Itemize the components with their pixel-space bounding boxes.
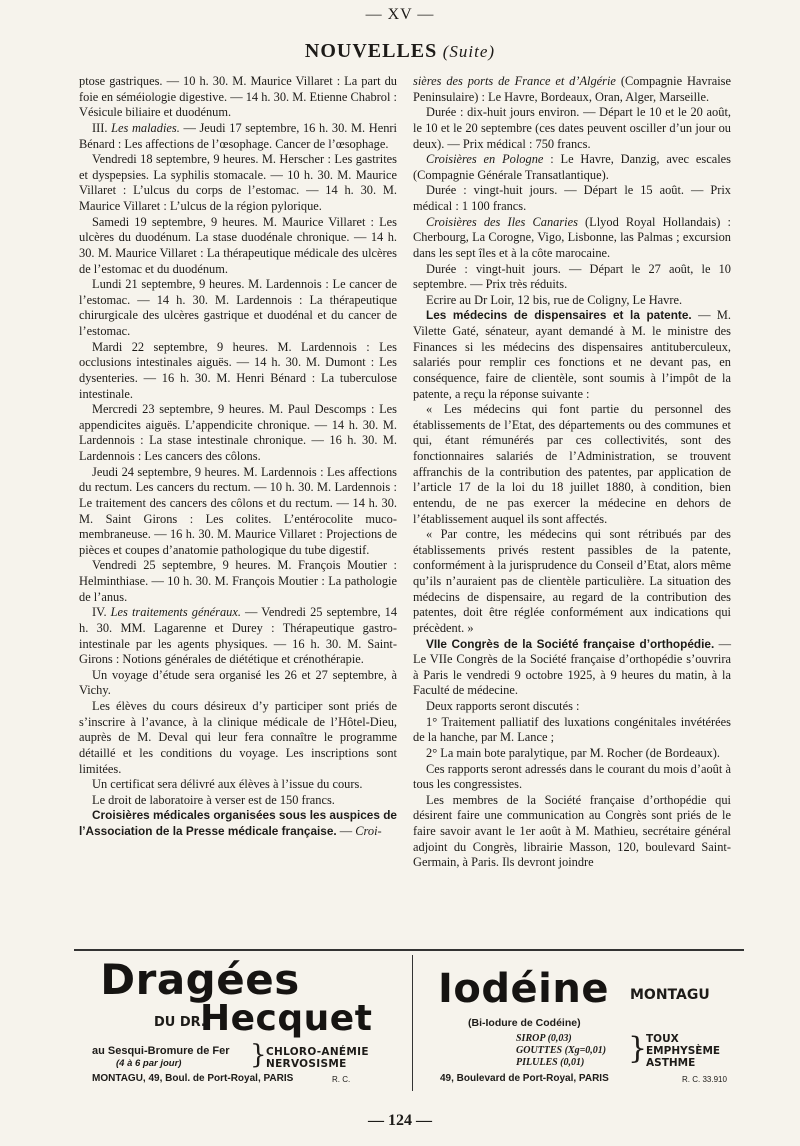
ad-indication-1: CHLORO-ANÉMIE bbox=[266, 1046, 369, 1058]
italic-phrase: Croisières en Pologne bbox=[426, 152, 544, 167]
ad-form-3: PILULES (0,01) bbox=[516, 1057, 585, 1068]
paragraph-text: (Llyod Royal Hollandais) : Cherbourg, La Corogne, Vigo, Lisbonne, las Palmas ; excursion dans les sept îles et à la côte marocaine. bbox=[413, 214, 731, 260]
paragraph bbox=[413, 215, 731, 262]
ad-subtitle: (Bi-Iodure de Codéine) bbox=[468, 1017, 581, 1029]
paragraph bbox=[413, 699, 731, 715]
ad-rc: R. C. bbox=[332, 1075, 351, 1084]
ad-address-right: 49, Boulevard de Port-Royal, PARIS bbox=[440, 1073, 609, 1084]
section-number: III. bbox=[92, 120, 112, 135]
paragraph bbox=[79, 215, 397, 278]
paragraph-text: Ecrire au Dr Loir, 12 bis, rue de Coligny, Le Havre. bbox=[426, 292, 683, 307]
ad-iodeine-montagu bbox=[424, 955, 746, 1091]
page-number: — 124 — bbox=[368, 1112, 432, 1129]
section-number: IV. bbox=[92, 605, 111, 620]
right-column bbox=[413, 74, 731, 871]
paragraph bbox=[79, 340, 397, 403]
italic-phrase: Les maladies. bbox=[111, 120, 180, 135]
italic-phrase: Les traitements généraux. bbox=[110, 605, 241, 620]
paragraph-text: Samedi 19 septembre, 9 heures. M. Maurice Villaret : Les ulcères du duodénum. La stase duodénale chronique. — 14 h. 30. M. Maurice Villaret : La thérapeutique médicale des ulcères de l’estomac et du duodénum. bbox=[79, 214, 397, 276]
paragraph-text: Mardi 22 septembre, 9 heures. M. Lardennois : Les occlusions intestinales aiguës. — 14 h. 30. M. Dumont : Les dysenteries. — 16 h. 30. M. Henri Bénard : La tuberculose intestinale. bbox=[79, 339, 397, 401]
paragraph-text: — Vendredi 25 septembre, 14 h. 30. MM. Lagarenne et Durey : Thérapeutique gastro-intestinale par les agents physiques. — 16 h. 30. M. Saint-Girons : Notions générales de diététique et crénothérapie. bbox=[79, 605, 398, 667]
paragraph bbox=[413, 746, 731, 762]
ad-rc-right: R. C. 33.910 bbox=[682, 1075, 727, 1084]
paragraph-text: — bbox=[336, 824, 356, 838]
paragraph-text: Jeudi 24 septembre, 9 heures. M. Lardennois : Les affections du rectum. Les cancers du rectum. — 10 h. 30. M. Lardennois : Le traitement des cancers des côlons et du rectum. — 14 h. 30. M. Saint Girons : Les colites. L’entérocolite muco-membraneuse. — 16 h. 30. M. Maurice Villaret : Projections de pièces et coupes d’anatomie pathologique du tube digestif. bbox=[79, 464, 397, 557]
paragraph-heading: Croisières médicales organisées sous les auspices de l’Association de la Presse médicale française. bbox=[79, 808, 397, 838]
paragraph-text: — Jeudi 17 septembre, 16 h. 30. M. Henri Bénard : Les affections de l’œsophage. Cancer de l’œsophage. bbox=[79, 120, 397, 151]
paragraph-heading: Les médecins de dispensaires et la patente. bbox=[426, 308, 692, 323]
paragraph bbox=[413, 152, 731, 183]
paragraph bbox=[79, 121, 397, 152]
paragraph bbox=[79, 793, 397, 809]
paragraph-text: Lundi 21 septembre, 9 heures. M. Lardennois : Le cancer de l’estomac. — 14 h. 30. M. Lardennois : La thérapeutique chirurgicale des ulcères gastrique et duodénal et du cancer de l’estomac. bbox=[79, 277, 397, 338]
paragraph bbox=[79, 402, 397, 465]
paragraph bbox=[413, 293, 731, 309]
paragraph-text: Un voyage d’étude sera organisé les 26 et 27 septembre, à Vichy. bbox=[79, 667, 397, 698]
ad-tag-1: TOUX bbox=[646, 1033, 679, 1045]
ad-indication-2: NERVOSISME bbox=[266, 1058, 347, 1070]
paragraph-text: ptose gastriques. — 10 h. 30. M. Maurice Villaret : La part du foie en séméiologie digestive. — 14 h. 30. M. Etienne Chabrol : Vésicule biliaire et duodénum. bbox=[79, 74, 397, 120]
ad-brand-hecquet: Hecquet bbox=[200, 998, 373, 1039]
paragraph-text: Durée : dix-huit jours environ. — Départ le 10 et le 20 août, le 10 et le 20 septembre (ces dates peuvent osciller d’un jour ou deux). — Prix médical : 750 francs. bbox=[413, 105, 731, 151]
paragraph bbox=[79, 465, 397, 559]
paragraph bbox=[413, 183, 731, 214]
paragraph bbox=[79, 277, 397, 340]
paragraph bbox=[413, 262, 731, 293]
ad-address: MONTAGU, 49, Boul. de Port-Royal, PARIS bbox=[92, 1073, 294, 1084]
paragraph-text: Mercredi 23 septembre, 9 heures. M. Paul Descomps : Les appendicites aiguës. L’appendicite chronique. — 14 h. 30. M. Lardennois : La stase intestinale chronique. — 16 h. 30. M. Lardennois : Les cancers des côlons. bbox=[79, 402, 397, 463]
ad-brand-iodeine: Iodéine bbox=[438, 966, 609, 1012]
paragraph-heading: VIIe Congrès de la Société française d’orthopédie. bbox=[426, 636, 715, 651]
left-column bbox=[79, 74, 397, 840]
paragraph-text: Vendredi 18 septembre, 9 heures. M. Herscher : Les gastrites et dyspepsies. La syphilis stomacale. — 10 h. 30. M. Maurice Villaret : L’ulcus du corps de l’estomac. — 14 h. 30. M. Maurice Villaret : L’ulcus de la région pylorique. bbox=[79, 152, 397, 213]
paragraph bbox=[79, 699, 397, 777]
ad-tag-2: EMPHYSÈME bbox=[646, 1045, 721, 1057]
paragraph bbox=[413, 402, 731, 527]
paragraph bbox=[79, 605, 397, 668]
paragraph-text: Ces rapports seront adressés dans le courant du mois d’août à tous les congressistes. bbox=[413, 761, 731, 792]
title-suffix: (Suite) bbox=[442, 42, 496, 61]
ad-brand-dragees: Dragées bbox=[100, 955, 300, 1004]
paragraph-text: 2° La main bote paralytique, par M. Rocher (de Bordeaux). bbox=[426, 745, 720, 760]
ad-form-2: GOUTTES (Xg=0,01) bbox=[516, 1045, 607, 1056]
ad-divider-rule bbox=[74, 949, 744, 951]
page-roman-numeral: — XV — bbox=[365, 6, 435, 23]
ad-composition: au Sesqui-Bromure de Fer bbox=[92, 1045, 230, 1057]
ad-brace: } bbox=[250, 1040, 267, 1070]
italic-phrase: Croisières des Iles Canaries bbox=[426, 214, 578, 229]
ad-vertical-divider bbox=[412, 955, 413, 1091]
title-main: NOUVELLES bbox=[304, 40, 438, 62]
ad-dosage: (4 à 6 par jour) bbox=[116, 1058, 182, 1069]
paragraph bbox=[79, 558, 397, 605]
paragraph-text: Durée : vingt-huit jours. — Départ le 15 août. — Prix médical : 1 100 francs. bbox=[413, 183, 731, 213]
paragraph-text: Les élèves du cours désireux d’y participer sont priés de s’inscrire à l’avance, à la clinique médicale de l’Hôtel-Dieu, auprès de M. Deval qui leur fera connaître le programme détaillé et les conditions du voyage. Les inscriptions sont limitées. bbox=[79, 699, 397, 776]
paragraph-text: — Le VIIe Congrès de la Société française d’orthopédie s’ouvrira à Paris le vendredi 9 octobre 1925, à 9 heures du matin, à la Faculté de médecine. bbox=[413, 636, 731, 698]
paragraph-text: 1° Traitement palliatif des luxations congénitales invétérées de la hanche, par M. Lance ; bbox=[413, 714, 731, 745]
paragraph-text: Le droit de laboratoire à verser est de 150 francs. bbox=[92, 792, 335, 807]
page-title bbox=[0, 40, 800, 63]
paragraph bbox=[413, 74, 731, 105]
paragraph-text: (Compagnie Havraise Peninsulaire) : Le Havre, Bordeaux, Oran, Alger, Marseille. bbox=[413, 74, 731, 104]
paragraph bbox=[79, 808, 397, 839]
paragraph bbox=[79, 152, 397, 215]
paragraph-text: Un certificat sera délivré aux élèves à l’issue du cours. bbox=[92, 777, 363, 792]
paragraph bbox=[413, 793, 731, 871]
ad-form-1: SIROP (0,03) bbox=[516, 1033, 572, 1044]
paragraph bbox=[413, 527, 731, 636]
paragraph-text: « Les médecins qui font partie du personnel des établissements de l’Etat, des départements ou des communes et qui, étant rémunérés par ces collectivités, sont des fonctionnaires salariés de l’Administration, se trouvent affranchis de la contribution des patentes, par application de l’article 17 de la loi du 18 juillet 1880, à condition, bien entendu, de ne pas exercer la médecine en dehors de l’établissement auquel ils sont affectés. bbox=[413, 402, 731, 526]
paragraph-text: — M. Vilette Gaté, sénateur, ayant demandé à M. le ministre des Finances si les médecins des dispensaires antituberculeux, salariés pour remplir ces fonctions et ne devant pas, en conséquence, faire de clientèle, sont soumis à l’impôt de la patente, a reçu la réponse suivante : bbox=[413, 308, 731, 401]
ad-tag-3: ASTHME bbox=[646, 1057, 696, 1069]
paragraph bbox=[413, 105, 731, 152]
ad-du-dr: DU DR. bbox=[154, 1015, 206, 1030]
italic-phrase: Croi- bbox=[355, 824, 382, 838]
paragraph-text: « Par contre, les médecins qui sont rétribués par des établissements privés restent passibles de la patente, conformément à la jurisprudence du Conseil d’Etat, alors même qu’ils n’auraient pas de clientèle particulière. La situation des médecins de dispensaire, au regard de la contribution des patentes, doit être réglée conformément aux indications qui précèdent. » bbox=[413, 527, 731, 635]
paragraph bbox=[413, 308, 731, 402]
ad-brace-right: } bbox=[628, 1031, 648, 1066]
ad-maker: MONTAGU bbox=[630, 987, 710, 1003]
ad-dragees-hecquet bbox=[82, 955, 402, 1091]
paragraph bbox=[413, 762, 731, 793]
paragraph bbox=[413, 715, 731, 746]
paragraph-text: Les membres de la Société française d’orthopédie qui désirent faire une communication au Congrès sont priés de le faire savoir avant le 1er août à M. Mathieu, secrétaire général adjoint du Congrès, librairie Masson, 120, boulevard Saint-Germain, à Paris. Ils devront joindre bbox=[413, 792, 731, 870]
paragraph bbox=[79, 668, 397, 699]
paragraph-text: Durée : vingt-huit jours. — Départ le 27 août, le 10 septembre. — Prix très réduits. bbox=[413, 261, 731, 292]
paragraph bbox=[413, 637, 731, 700]
paragraph bbox=[79, 777, 397, 793]
paragraph-text: Vendredi 25 septembre, 9 heures. M. François Moutier : Helminthiase. — 10 h. 30. M. François Moutier : La pathologie de l’anus. bbox=[79, 558, 397, 604]
paragraph-text: Deux rapports seront discutés : bbox=[426, 699, 580, 713]
paragraph-text: : Le Havre, Danzig, avec escales (Compagnie Générale Transatlantique). bbox=[413, 152, 731, 182]
italic-phrase: sières des ports de France et d’Algérie bbox=[413, 74, 616, 88]
paragraph bbox=[79, 74, 397, 121]
